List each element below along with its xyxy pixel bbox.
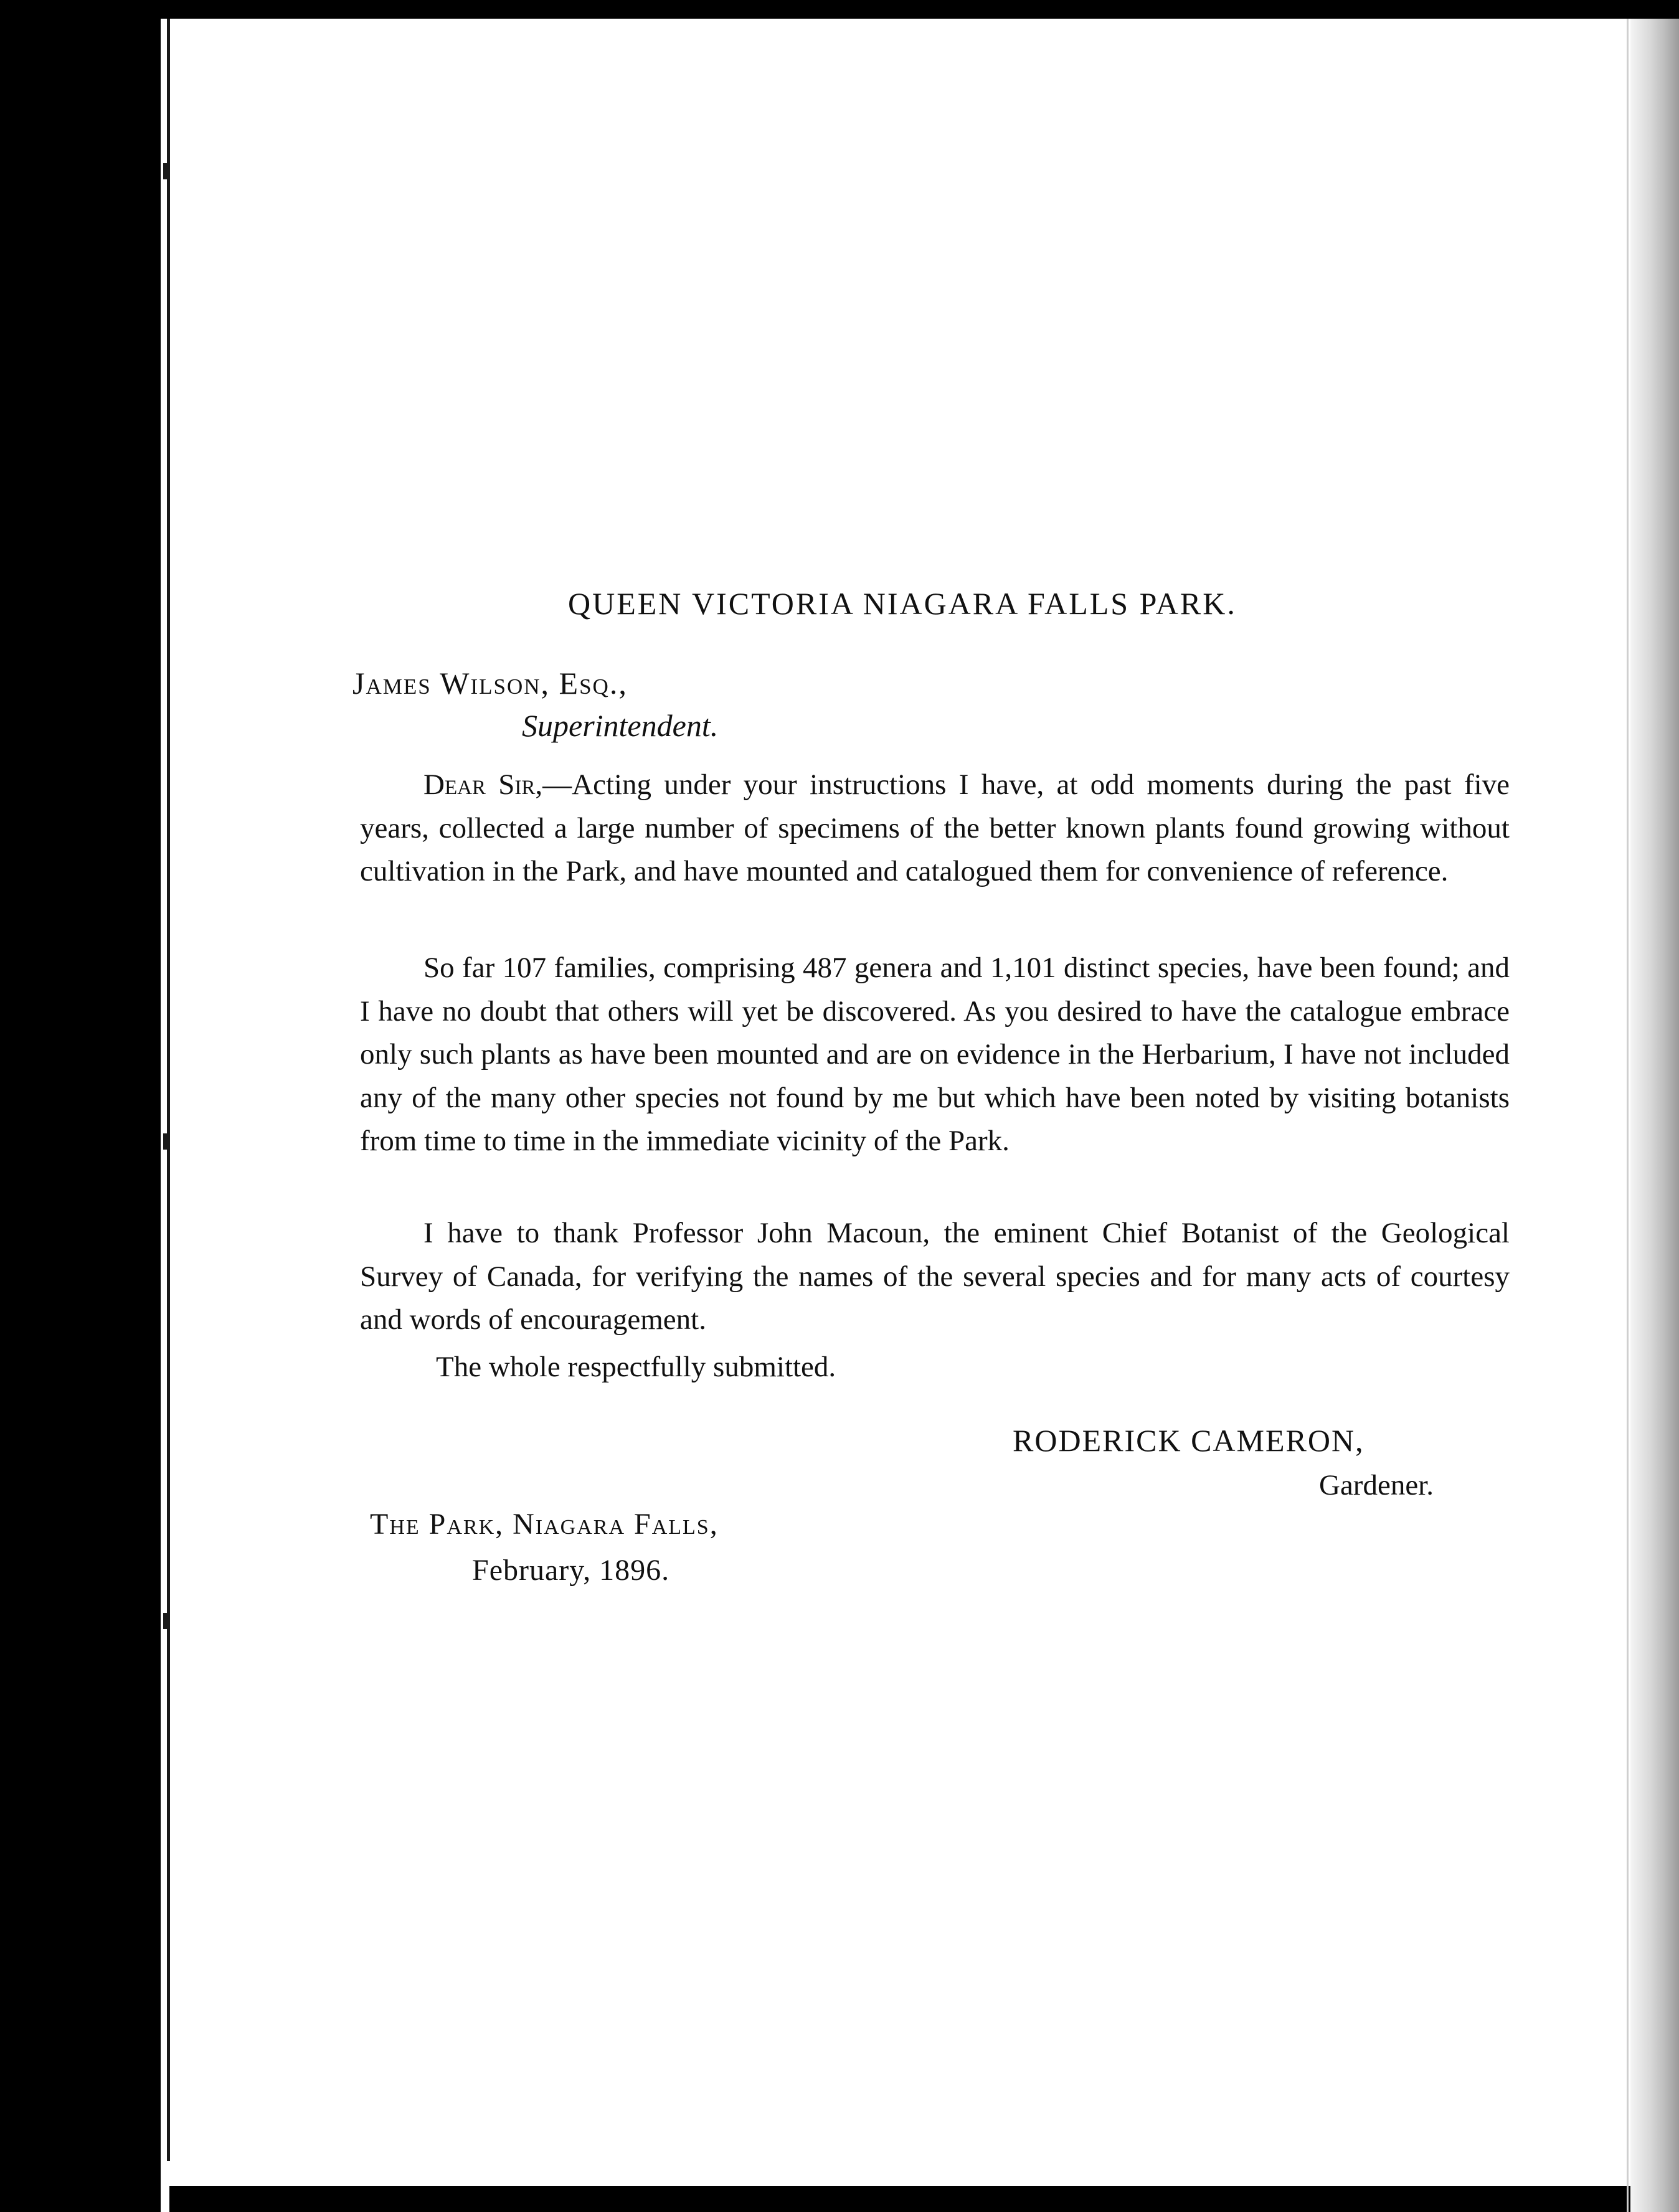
signature-role: Gardener. <box>1319 1469 1434 1501</box>
page-stack-line <box>1627 19 1629 2212</box>
binding-edge <box>167 19 170 2161</box>
letter-date: February, 1896. <box>472 1554 670 1587</box>
salutation: Dear Sir, <box>423 768 543 801</box>
page-stack-edge <box>1630 19 1679 2212</box>
letter-place: The Park, Niagara Falls, <box>370 1508 719 1541</box>
letter-paragraph <box>360 763 1510 894</box>
addressee-title: Superintendent. <box>522 708 719 743</box>
paragraph-body: —Acting under your instructions I have, at odd moments during the past five years, collected a large number of specimens of the better known plants found growing without cultivation in the Park, and have mounted and catalogued them for convenience of reference. <box>360 768 1510 887</box>
scan-top-border <box>0 0 1679 19</box>
binding-mark <box>163 1613 168 1629</box>
addressee-name: James Wilson, Esq., <box>352 666 628 701</box>
binding-mark <box>163 163 168 179</box>
letter-paragraph: So far 107 families, comprising 487 genera and 1,101 distinct species, have been found; and I have no doubt that others will yet be discovered. As you desired to have the catalogue embrace only such plants as have been mounted and are on evidence in the Herbarium, I have not included any of the many other species not found by me but which have been noted by visiting botanists from time to time in the immediate vicinity of the Park. <box>360 952 1510 1157</box>
binding-mark <box>163 1133 168 1150</box>
letter-heading: QUEEN VICTORIA NIAGARA FALLS PARK. <box>568 586 1237 621</box>
letter-paragraph: I have to thank Professor John Macoun, the eminent Chief Botanist of the Geological Survey of Canada, for verifying the names of the several species and for many acts of courtesy and words of encouragement. <box>360 1217 1510 1336</box>
scan-left-border <box>0 0 161 2212</box>
signature-name: RODERICK CAMERON, <box>1013 1423 1364 1458</box>
closing-line: The whole respectfully submitted. <box>436 1351 836 1383</box>
scan-bottom-border <box>0 2186 1679 2212</box>
